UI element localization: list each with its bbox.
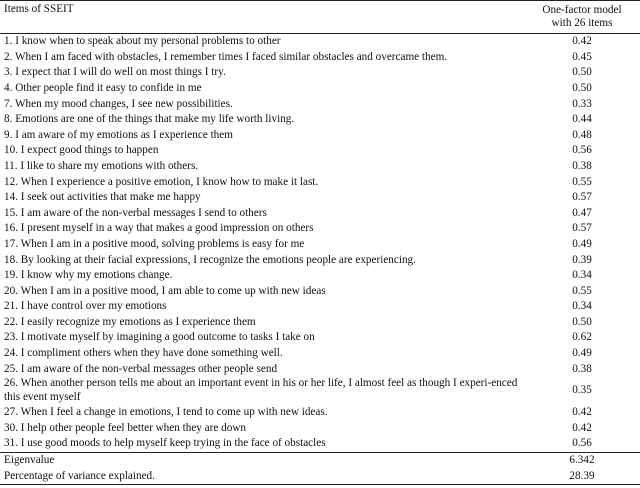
loading-value: 0.34 (572, 269, 592, 282)
variance-value: 28.39 (530, 468, 640, 484)
table-row (0, 405, 640, 421)
table-row (0, 34, 640, 50)
loading-value: 0.48 (572, 128, 592, 141)
table-row (0, 421, 640, 437)
table-row (0, 50, 640, 66)
table-row (0, 284, 640, 300)
table-row (0, 206, 640, 222)
item-text: 1. I know when to speak about my personal problems to other (4, 35, 281, 48)
loading-value: 0.57 (572, 222, 592, 235)
item-text: 25. I am aware of the non-verbal messages other people send (4, 362, 278, 375)
table-row (0, 346, 640, 362)
eigenvalue-value: 6.342 (530, 452, 640, 468)
loading-value: 0.50 (572, 315, 592, 328)
table-row (0, 81, 640, 97)
item-text: 31. I use good moods to help myself keep trying in the face of obstacles (4, 437, 326, 450)
table-row (0, 315, 640, 331)
item-text: 12. When I experience a positive emotion, I know how to make it last. (4, 175, 319, 188)
loading-value: 0.62 (572, 331, 592, 344)
header-items: Items of SSEIT (0, 1, 530, 34)
table-row (0, 190, 640, 206)
loading-value: 0.38 (572, 362, 592, 375)
table-row (0, 221, 640, 237)
item-text: 22. I easily recognize my emotions as I experience them (4, 315, 256, 328)
loading-value: 0.50 (572, 81, 592, 94)
table-row (0, 361, 640, 377)
item-text: 2. When I am faced with obstacles, I remember times I faced similar obstacles and overcame them. (4, 50, 448, 63)
loading-value: 0.45 (572, 50, 592, 63)
item-text: 8. Emotions are one of the things that make my life worth living. (4, 113, 295, 126)
table-row (0, 65, 640, 81)
item-text: 23. I motivate myself by imagining a good outcome to tasks I take on (4, 331, 315, 344)
item-text: 4. Other people find it easy to confide in me (4, 81, 202, 94)
item-text: 11. I like to share my emotions with others. (4, 159, 199, 172)
table-header (0, 1, 640, 34)
loading-value: 0.42 (572, 421, 592, 434)
item-text: 27. When I feel a change in emotions, I tend to come up with new ideas. (4, 406, 328, 419)
loading-value: 0.56 (572, 437, 592, 450)
table-row (0, 252, 640, 268)
item-text: 18. By looking at their facial expressions, I recognize the emotions people are experiencing. (4, 253, 416, 266)
variance-row (0, 468, 640, 484)
item-text: 17. When I am in a positive mood, solving problems is easy for me (4, 237, 305, 250)
table-row (0, 237, 640, 253)
loading-value: 0.55 (572, 175, 592, 188)
loading-value: 0.49 (572, 237, 592, 250)
item-text: 30. I help other people feel better when they are down (4, 421, 246, 434)
loading-value: 0.38 (572, 159, 592, 172)
table-row (0, 112, 640, 128)
header-model-line1: One-factor model (542, 3, 622, 16)
table-row (0, 159, 640, 175)
loading-value: 0.47 (572, 206, 592, 219)
eigenvalue-label: Eigenvalue (0, 452, 530, 468)
item-text: 3. I expect that I will do well on most things I try. (4, 66, 226, 79)
item-text: 19. I know why my emotions change. (4, 269, 173, 282)
loading-value: 0.39 (572, 253, 592, 266)
table-row (0, 128, 640, 144)
table-row (0, 174, 640, 190)
eigenvalue-row (0, 452, 640, 468)
loading-value: 0.49 (572, 347, 592, 360)
table-row (0, 330, 640, 346)
item-text: 21. I have control over my emotions (4, 300, 167, 313)
loading-value: 0.34 (572, 300, 592, 313)
item-text: 24. I compliment others when they have done something well. (4, 347, 283, 360)
table-row (0, 377, 640, 405)
item-text: 16. I present myself in a way that makes a good impression on others (4, 222, 314, 235)
loading-value: 0.42 (572, 35, 592, 48)
loading-value: 0.44 (572, 113, 592, 126)
header-model (530, 1, 640, 34)
table-row (0, 268, 640, 284)
item-text: 14. I seek out activities that make me happy (4, 191, 201, 204)
header-model-line2: with 26 items (551, 17, 613, 29)
loading-value: 0.56 (572, 144, 592, 157)
item-text: 26. When another person tells me about an important event in his or her life, I almost feel as though I experi-enced this event myself (4, 377, 518, 404)
loading-value: 0.55 (572, 284, 592, 297)
loading-value: 0.50 (572, 66, 592, 79)
loading-value: 0.57 (572, 191, 592, 204)
table-row (0, 299, 640, 315)
item-text: 9. I am aware of my emotions as I experience them (4, 128, 233, 141)
table-row (0, 96, 640, 112)
loading-value: 0.35 (572, 384, 592, 397)
loading-value: 0.42 (572, 406, 592, 419)
item-text: 10. I expect good things to happen (4, 144, 159, 157)
header-row (0, 1, 640, 34)
item-text: 15. I am aware of the non-verbal messages I send to others (4, 206, 267, 219)
table-row (0, 436, 640, 452)
table-summary (0, 452, 640, 484)
item-text: 7. When my mood changes, I see new possibilities. (4, 97, 233, 110)
table-body (0, 34, 640, 453)
variance-label: Percentage of variance explained. (0, 468, 530, 484)
loading-value: 0.33 (572, 97, 592, 110)
table-row (0, 143, 640, 159)
item-text: 20. When I am in a positive mood, I am able to come up with new ideas (4, 284, 326, 297)
